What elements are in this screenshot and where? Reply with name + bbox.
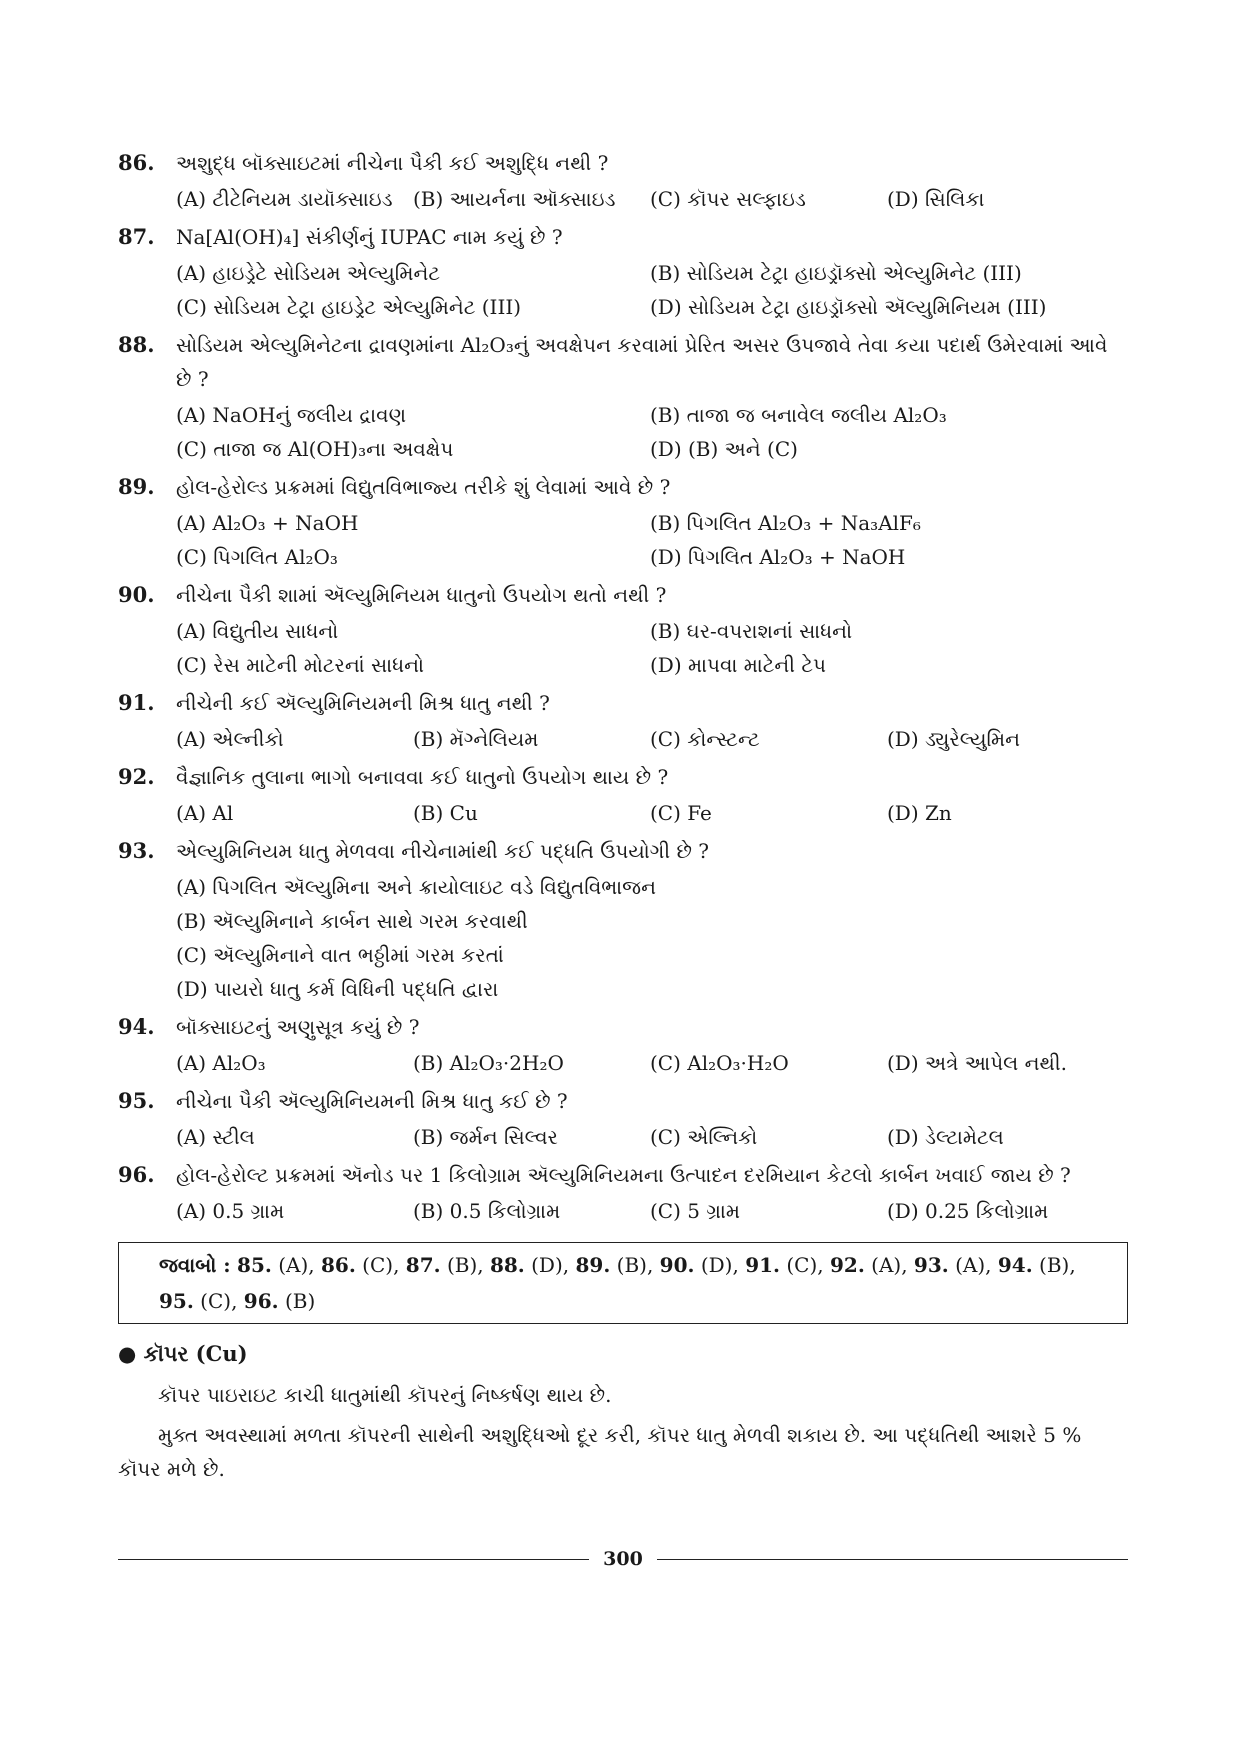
answer-option: (C) 5 ગ્રામ [650, 1199, 740, 1223]
answer-option: (B) 0.5 કિલોગ્રામ [413, 1199, 561, 1223]
answer-option: (C) તાજા જ Al(OH)₃ના અવક્ષેપ [176, 437, 454, 461]
answer-option: (D) સિલિકા [887, 187, 985, 211]
answer-key-value: (B) [1039, 1253, 1070, 1277]
question-number: 94. [118, 1014, 155, 1039]
footer-rule-right [657, 1559, 1128, 1560]
section-paragraph: કૉપર પાઇરાઇટ કાચી ધાતુમાંથી કૉપરનું નિષ્કર્ષણ થાય છે. [158, 1383, 612, 1407]
question [118, 146, 1128, 180]
answer-option: (B) આયર્નના ઑક્સાઇડ [413, 187, 616, 211]
answer-key-value: (C) [362, 1253, 394, 1277]
answer-option: (B) ઘર-વપરાશનાં સાધનો [650, 619, 853, 643]
question-text: નીચેની કઈ ઍલ્યુમિનિયમની મિશ્ર ધાતુ નથી ? [176, 691, 550, 715]
answer-key-box [118, 1242, 1128, 1324]
answer-key-value: (A) [955, 1253, 986, 1277]
question [118, 578, 1128, 612]
question-number: 89. [118, 474, 155, 499]
answer-option: (A) હાઇડ્રેટે સોડિયમ એલ્યુમિનેટ [176, 261, 440, 285]
option-list [118, 722, 1128, 756]
answer-option: (A) NaOHનું જલીય દ્રાવણ [176, 403, 407, 427]
answer-option: (D) પિગલિત Al₂O₃ + NaOH [650, 545, 906, 569]
footer-rule-left [118, 1559, 589, 1560]
answer-key-label: જવાબો : [159, 1253, 231, 1277]
answer-option: (C) Fe [650, 801, 712, 825]
answer-key-value: (C) [200, 1289, 232, 1313]
section-title: કૉપર (Cu) [143, 1341, 248, 1366]
answer-option: (D) Zn [887, 801, 952, 825]
answer-key-items: 85. (A), 86. (C), 87. (B), 88. (D), 89. (B), 90. (D), 91. (C), 92. (A), 93. (A), 94. (B), 95. (C), 96. (B) [159, 1253, 1076, 1313]
answer-option: (A) Al₂O₃ [176, 1051, 266, 1075]
answer-option: (B) સોડિયમ ટેટ્રા હાઇડ્રૉક્સો એલ્યુમિનેટ (III) [650, 261, 1022, 285]
question [118, 686, 1128, 720]
question [118, 1158, 1128, 1192]
answer-key-number: 96. [243, 1289, 279, 1313]
question-text: નીચેના પૈકી ઍલ્યુમિનિયમની મિશ્ર ધાતુ કઈ છે ? [176, 1089, 568, 1113]
question-text: અશુદ્ધ બૉક્સાઇટમાં નીચેના પૈકી કઈ અશુદ્ધિ નથી ? [176, 151, 609, 175]
section-heading [118, 1336, 1128, 1372]
answer-key-number: 85. [237, 1253, 272, 1277]
answer-option: (A) 0.5 ગ્રામ [176, 1199, 285, 1223]
question-number: 91. [118, 690, 155, 715]
option-list [118, 256, 1128, 324]
question-number: 96. [118, 1162, 155, 1187]
answer-key-value: (C) [786, 1253, 818, 1277]
question-text: એલ્યુમિનિયમ ધાતુ મેળવવા નીચેનામાંથી કઈ પદ્ધતિ ઉપયોગી છે ? [176, 839, 709, 863]
question [118, 328, 1128, 396]
answer-key-number: 93. [913, 1253, 949, 1277]
answer-option: (C) સોડિયમ ટેટ્રા હાઇડ્રેટ એલ્યુમિનેટ (III) [176, 295, 522, 319]
answer-key-number: 95. [159, 1289, 194, 1313]
answer-key-number: 88. [489, 1253, 525, 1277]
answer-option: (C) પિગલિત Al₂O₃ [176, 545, 338, 569]
question [118, 1010, 1128, 1044]
question-text: Na[Al(OH)₄] સંકીર્ણનું IUPAC નામ કયું છે ? [176, 225, 563, 249]
question-text: હોલ-હેરોલ્ડ પ્રક્રમમાં વિદ્યુતવિભાજ્ય તરીકે શું લેવામાં આવે છે ? [176, 475, 671, 499]
question-number: 87. [118, 224, 155, 249]
answer-key-value: (B) [284, 1289, 316, 1313]
option-list [118, 796, 1128, 830]
answer-key-value: (B) [446, 1253, 478, 1277]
page-footer [118, 1548, 1128, 1570]
answer-option: (A) ટીટેનિયમ ડાયૉક્સાઇડ [176, 187, 393, 211]
answer-option: (B) જર્મન સિલ્વર [413, 1125, 558, 1149]
question-number: 90. [118, 582, 155, 607]
answer-key-value: (D) [700, 1253, 733, 1277]
question-text: હોલ-હેરોલ્ટ પ્રક્રમમાં ઍનોડ પર 1 કિલોગ્રામ ઍલ્યુમિનિયમના ઉત્પાદન દરમિયાન કેટલો કાર્બન ખવાઈ જાય છે ? [176, 1163, 1071, 1187]
question-number: 93. [118, 838, 155, 863]
question [118, 470, 1128, 504]
option-list [118, 182, 1128, 216]
answer-option: (D) 0.25 કિલોગ્રામ [887, 1199, 1049, 1223]
answer-option: (A) પિગલિત ઍલ્યુમિના અને ક્રાયોલાઇટ વડે વિદ્યુતવિભાજન [176, 875, 656, 899]
question-text: વૈજ્ઞાનિક તુલાના ભાગો બનાવવા કઈ ધાતુનો ઉપયોગ થાય છે ? [176, 765, 669, 789]
answer-option: (A) Al [176, 801, 234, 825]
answer-option: (B) Al₂O₃·2H₂O [413, 1051, 564, 1075]
answer-option: (D) માપવા માટેની ટેપ [650, 653, 826, 677]
answer-option: (D) પાયરો ધાતુ કર્મ વિધિની પદ્ધતિ દ્વારા [176, 977, 499, 1001]
question [118, 834, 1128, 868]
answer-key-number: 86. [320, 1253, 356, 1277]
page-number: 300 [603, 1548, 643, 1570]
answer-key-number: 90. [659, 1253, 695, 1277]
option-list [118, 1194, 1128, 1228]
option-list [118, 870, 1128, 1006]
answer-key-number: 89. [575, 1253, 611, 1277]
answer-option: (B) Cu [413, 801, 478, 825]
answer-option: (C) કોન્સ્ટન્ટ [650, 727, 760, 751]
answer-option: (A) Al₂O₃ + NaOH [176, 511, 359, 535]
answer-option: (B) મૅગ્નેલિયમ [413, 727, 539, 751]
answer-option: (D) (B) અને (C) [650, 437, 798, 461]
answer-option: (C) કૉપર સલ્ફાઇડ [650, 187, 806, 211]
question [118, 1084, 1128, 1118]
answer-key-number: 92. [829, 1253, 865, 1277]
question-text: સોડિયમ એલ્યુમિનેટના દ્રાવણમાંના Al₂O₃નું અવક્ષેપન કરવામાં પ્રેરિત અસર ઉપજાવે તેવા કયા પદાર્થ ઉમેરવામાં આવે છે ? [176, 333, 1108, 391]
answer-key-value: (B) [616, 1253, 647, 1277]
option-list [118, 1046, 1128, 1080]
answer-option: (C) Al₂O₃·H₂O [650, 1051, 789, 1075]
question-number: 95. [118, 1088, 155, 1113]
option-list [118, 506, 1128, 574]
answer-option: (B) ઍલ્યુમિનાને કાર્બન સાથે ગરમ કરવાથી [176, 909, 528, 933]
answer-key-number: 87. [405, 1253, 441, 1277]
answer-option: (A) વિદ્યુતીય સાધનો [176, 619, 339, 643]
answer-key-value: (A) [871, 1253, 902, 1277]
question-text: નીચેના પૈકી શામાં ઍલ્યુમિનિયમ ધાતુનો ઉપયોગ થતો નથી ? [176, 583, 667, 607]
bullet-icon: ● [118, 1341, 137, 1366]
question-page [118, 146, 1128, 1486]
question [118, 760, 1128, 794]
answer-option: (B) પિગલિત Al₂O₃ + Na₃AlF₆ [650, 511, 921, 535]
answer-option: (A) એલ્નીકો [176, 727, 284, 751]
answer-option: (D) ડેલ્ટામેટલ [887, 1125, 1004, 1149]
answer-key-number: 91. [745, 1253, 780, 1277]
answer-option: (C) એલ્નિકો [650, 1125, 758, 1149]
question-number: 88. [118, 332, 155, 357]
option-list [118, 1120, 1128, 1154]
answer-option: (D) અત્રે આપેલ નથી. [887, 1051, 1067, 1075]
question [118, 220, 1128, 254]
question-number: 92. [118, 764, 155, 789]
answer-option: (D) સોડિયમ ટેટ્રા હાઇડ્રૉક્સો ઍલ્યુમિનિયમ (III) [650, 295, 1047, 319]
option-list [118, 614, 1128, 682]
section-paragraph: મુક્ત અવસ્થામાં મળતા કૉપરની સાથેની અશુદ્ધિઓ દૂર કરી, કૉપર ધાતુ મેળવી શકાય છે. આ પદ્ધતિથી આશરે 5 % કૉપર મળે છે. [118, 1423, 1082, 1481]
answer-option: (A) સ્ટીલ [176, 1125, 255, 1149]
answer-key-value: (A) [278, 1253, 309, 1277]
option-list [118, 398, 1128, 466]
answer-option: (B) તાજા જ બનાવેલ જલીય Al₂O₃ [650, 403, 947, 427]
answer-option: (D) ડ્યુરેલ્યુમિન [887, 727, 1021, 751]
answer-option: (C) ઍલ્યુમિનાને વાત ભઠ્ઠીમાં ગરમ કરતાં [176, 943, 504, 967]
question-list [118, 146, 1128, 1228]
answer-key-number: 94. [997, 1253, 1033, 1277]
question-number: 86. [118, 150, 155, 175]
answer-option: (C) રેસ માટેની મોટરનાં સાધનો [176, 653, 425, 677]
answer-key-value: (D) [531, 1253, 563, 1277]
question-text: બૉક્સાઇટનું અણુસૂત્ર કયું છે ? [176, 1015, 420, 1039]
